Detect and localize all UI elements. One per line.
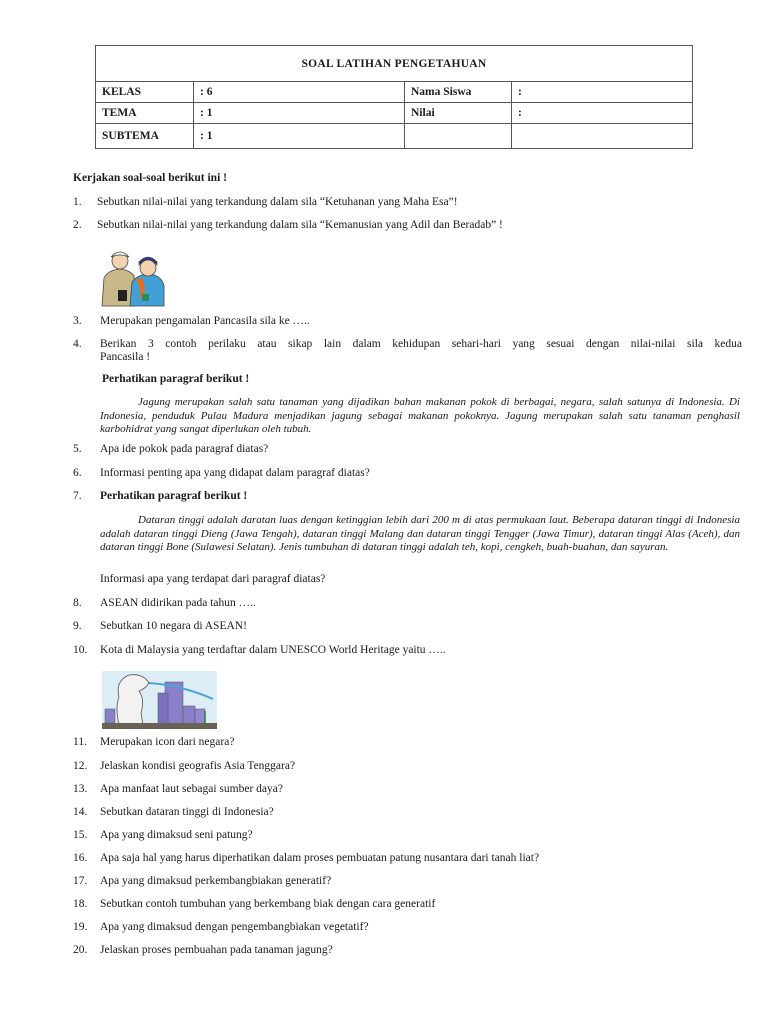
question-number: 1. [73,196,82,208]
header-table [95,45,693,149]
question-number: 5. [73,443,82,455]
people-illustration [98,242,170,308]
empty-cell [512,124,693,149]
passage2-text: Dataran tinggi adalah daratan luas dengan ketinggian lebih dari 200 m di atas permukaan laut. Beberapa dataran tinggi di Indonesia adalah dataran tinggi Dieng (Jawa Tengah), dataran tinggi Malang dan dataran tinggi Tengger (Jawa Timur), dataran tinggi Alas (Aceh), dan dataran tinggi Bone (Sulawesi Selatan). Jenis tumbuhan di dataran tinggi adalah teh, kopi, cengkeh, buah-buahan, dan sayuran. [100,514,740,553]
question-text: Apa yang dimaksud seni patung? [100,829,253,841]
question-text: Berikan 3 contoh perilaku atau sikap lain dalam kehidupan sehari-hari yang sesuai dengan nilai-nilai sila kedua [100,338,742,350]
question-text: Apa saja hal yang harus diperhatikan dalam proses pembuatan patung nusantara dari tanah liat? [100,852,540,864]
question-text: ASEAN didirikan pada tahun ….. [100,597,256,609]
kelas-value: : 6 [194,82,405,103]
question-number: 2. [73,219,82,231]
question-number: 20. [73,944,88,956]
tema-value: : 1 [194,103,405,124]
question-text: Informasi penting apa yang didapat dalam paragraf diatas? [100,467,370,479]
question-number: 12. [73,760,88,772]
empty-cell [405,124,512,149]
passage1-paragraph [100,396,740,437]
subtema-label: SUBTEMA [96,124,194,149]
question-text: Apa ide pokok pada paragraf diatas? [100,443,269,455]
passage1-heading: Perhatikan paragraf berikut ! [102,373,250,385]
question-number: 11. [73,736,87,748]
question-number: 19. [73,921,88,933]
question-number: 9. [73,620,82,632]
passage2-paragraph [100,514,740,555]
nilai-value: : [512,103,693,124]
question-number: 14. [73,806,88,818]
question-text: Sebutkan 10 negara di ASEAN! [100,620,247,632]
passage2-question: Informasi apa yang terdapat dari paragraf diatas? [100,573,326,585]
question-text: Sebutkan nilai-nilai yang terkandung dalam sila “Ketuhanan yang Maha Esa”! [97,196,458,208]
question-text: Apa yang dimaksud perkembangbiakan generatif? [100,875,332,887]
question-number: 10. [73,644,88,656]
passage1-text: Jagung merupakan salah satu tanaman yang dijadikan bahan makanan pokok di berbagai, negara, salah satunya di Indonesia. Di Indonesia, penduduk Pulau Madura menjadikan jagung sebagai makanan pokoknya. Jagung merupakan salah satu tanaman penghasil karbohidrat yang sangat diperlukan oleh tubuh. [100,396,740,435]
question-number: 18. [73,898,88,910]
question-text: Perhatikan paragraf berikut ! [100,490,248,502]
question-number: 7. [73,490,82,502]
subtema-value: : 1 [194,124,405,149]
question-number: 4. [73,338,82,350]
nama-siswa-label: Nama Siswa [405,82,512,103]
question-text: Apa yang dimaksud dengan pengembangbiakan vegetatif? [100,921,369,933]
merlion-illustration [101,669,218,731]
question-text: Apa manfaat laut sebagai sumber daya? [100,783,283,795]
question-text: Kota di Malaysia yang terdaftar dalam UNESCO World Heritage yaitu ….. [100,644,446,656]
question-number: 8. [73,597,82,609]
question-number: 3. [73,315,82,327]
worksheet-title: SOAL LATIHAN PENGETAHUAN [96,46,693,82]
question-text: Merupakan pengamalan Pancasila sila ke ….. [100,315,310,327]
question-text-continued: Pancasila ! [100,351,151,363]
nilai-label: Nilai [405,103,512,124]
question-text: Jelaskan kondisi geografis Asia Tenggara? [100,760,296,772]
question-text: Merupakan icon dari negara? [100,736,235,748]
question-text: Sebutkan dataran tinggi di Indonesia? [100,806,274,818]
question-text: Sebutkan nilai-nilai yang terkandung dalam sila “Kemanusian yang Adil dan Beradab” ! [97,219,503,231]
tema-label: TEMA [96,103,194,124]
question-number: 17. [73,875,88,887]
question-text: Jelaskan proses pembuahan pada tanaman jagung? [100,944,333,956]
question-number: 15. [73,829,88,841]
question-number: 16. [73,852,88,864]
instruction: Kerjakan soal-soal berikut ini ! [73,172,227,184]
question-number: 13. [73,783,88,795]
question-text: Sebutkan contoh tumbuhan yang berkembang biak dengan cara generatif [100,898,436,910]
kelas-label: KELAS [96,82,194,103]
question-number: 6. [73,467,82,479]
nama-siswa-value: : [512,82,693,103]
